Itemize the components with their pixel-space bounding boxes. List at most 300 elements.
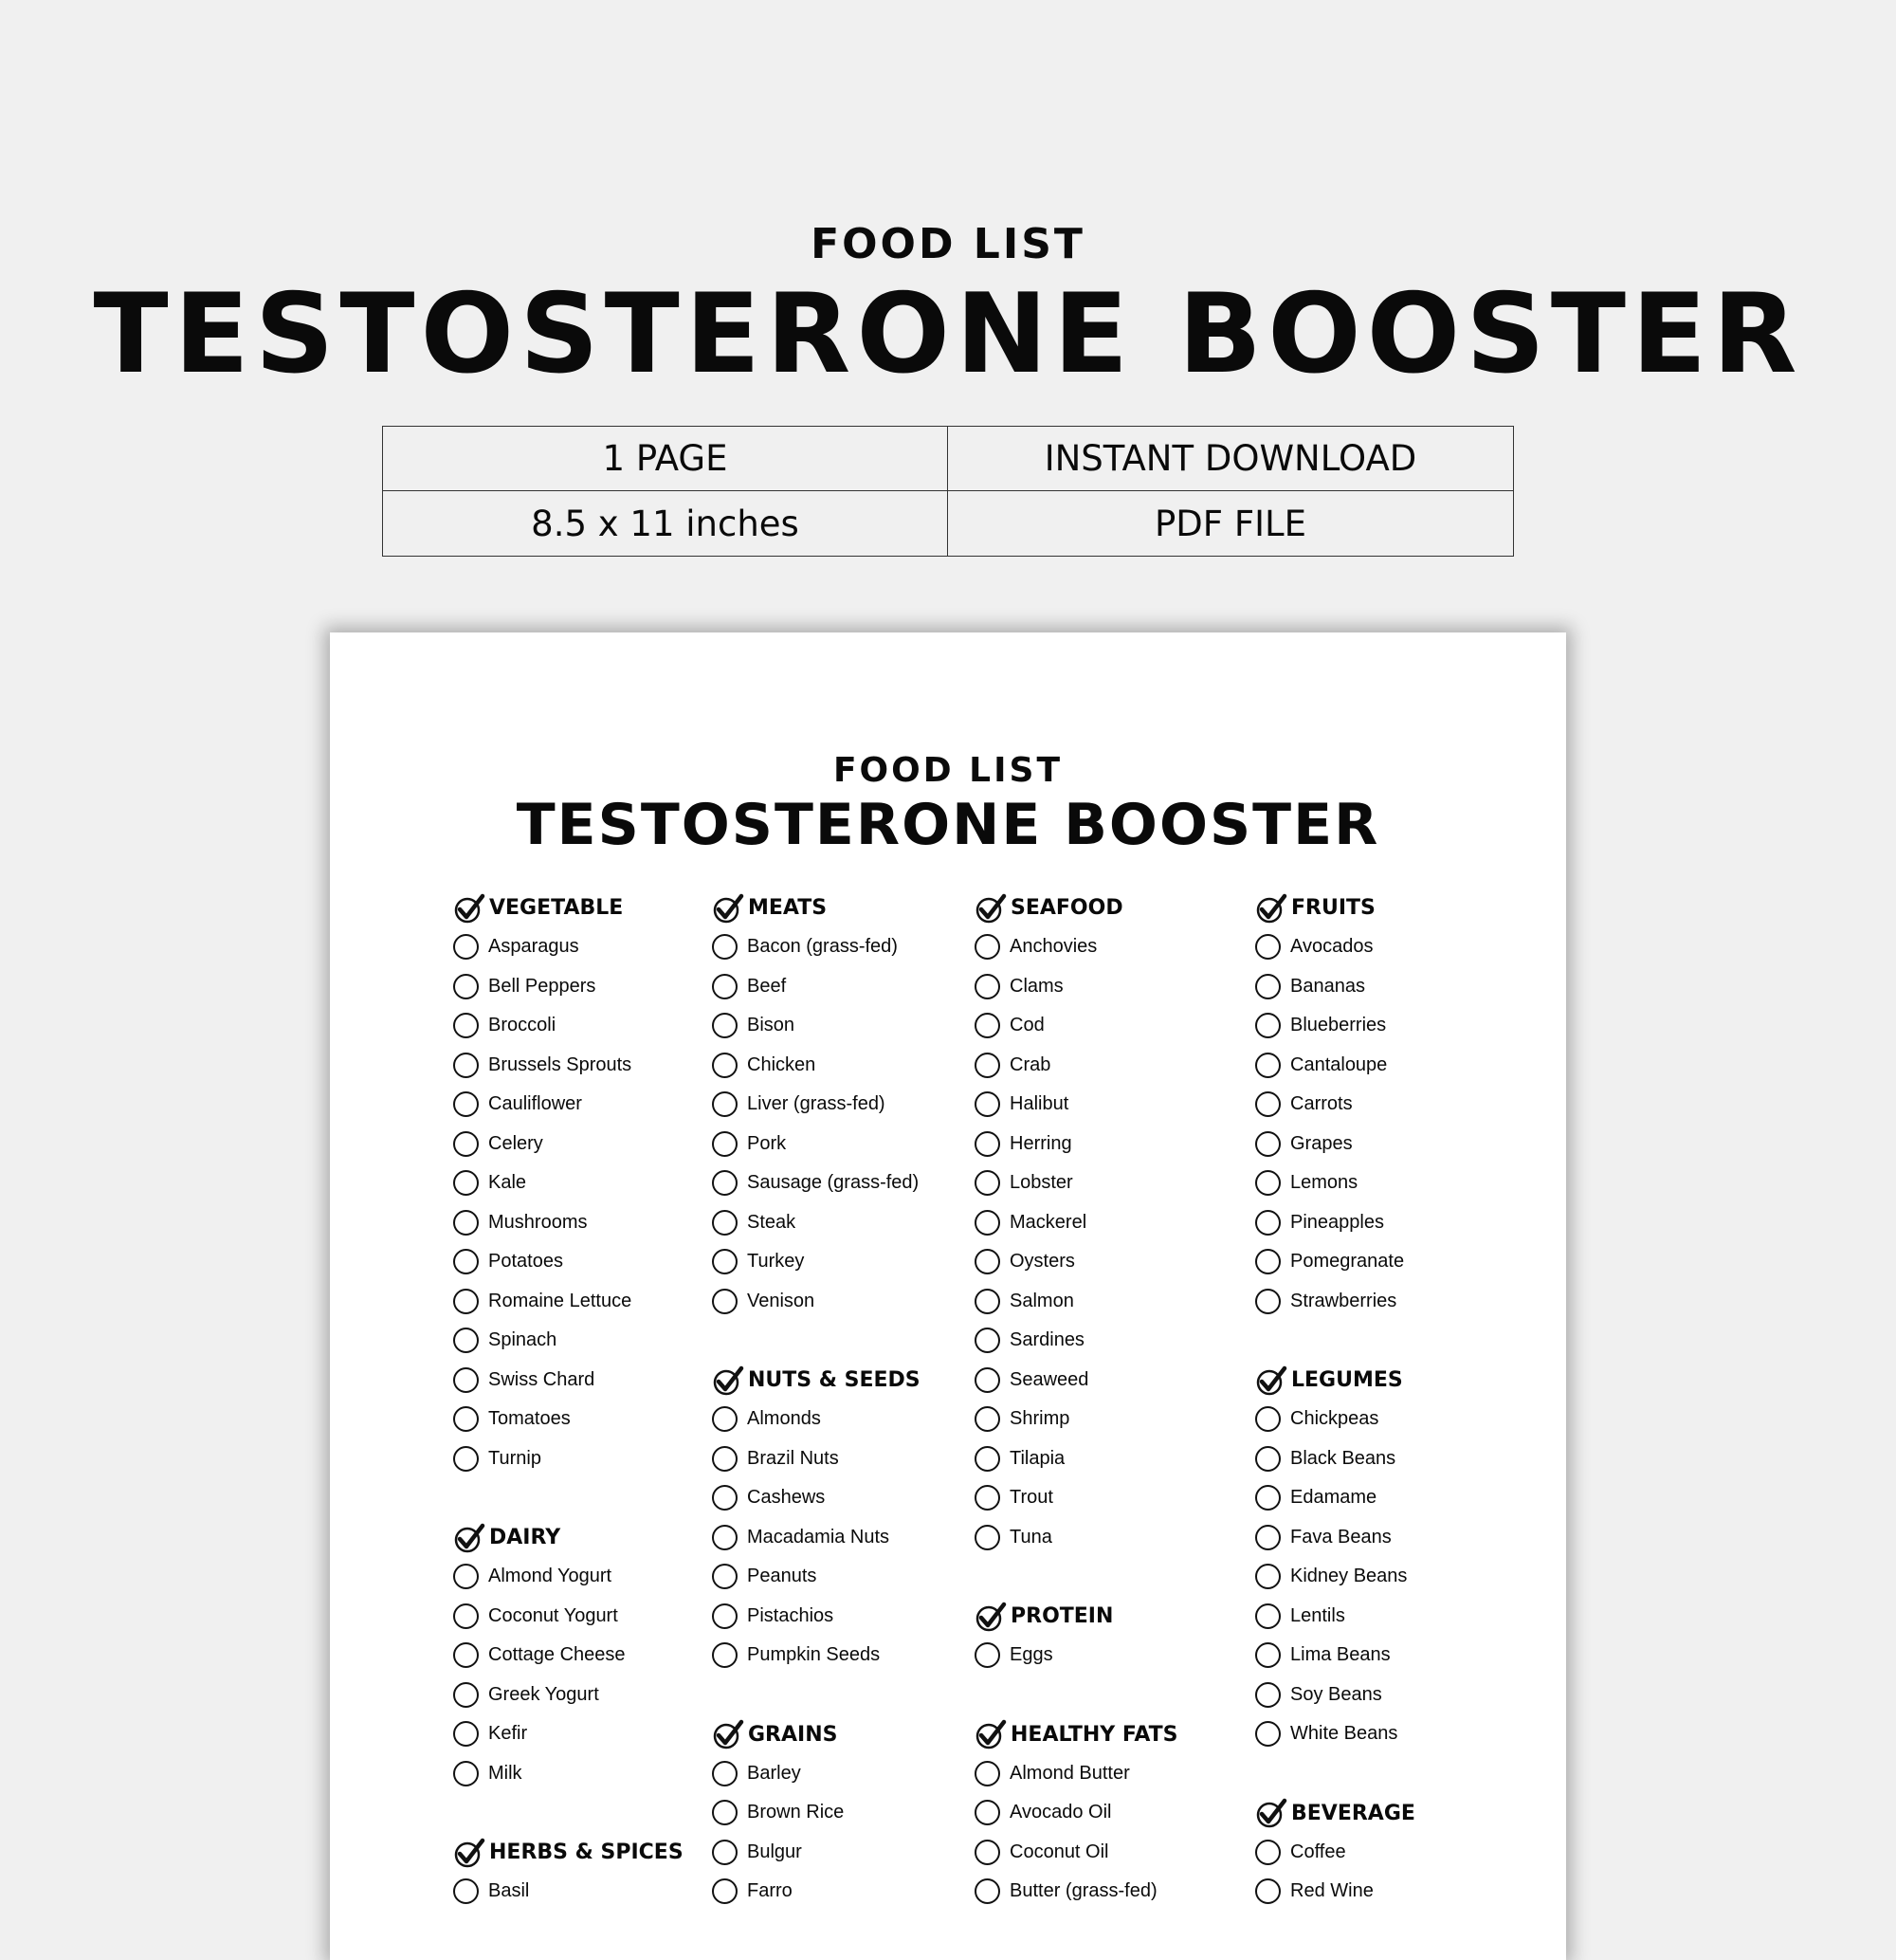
checklist-item-label: Bananas bbox=[1290, 975, 1365, 997]
empty-checkbox-icon bbox=[1255, 1210, 1281, 1236]
checklist-item bbox=[1255, 1439, 1511, 1479]
empty-checkbox-icon bbox=[712, 1564, 738, 1589]
empty-checkbox-icon bbox=[453, 1091, 479, 1117]
checklist-item bbox=[712, 927, 968, 967]
empty-checkbox-icon bbox=[453, 1761, 479, 1786]
checklist-item-label: Cashews bbox=[747, 1487, 826, 1509]
checklist-item-label: Avocado Oil bbox=[1010, 1802, 1112, 1823]
category-heading-label: VEGETABLE bbox=[489, 896, 624, 920]
checklist-item bbox=[1255, 1833, 1511, 1873]
info-cell-download: INSTANT DOWNLOAD bbox=[948, 427, 1513, 491]
checklist-item-label: Oysters bbox=[1010, 1251, 1075, 1273]
checklist-item-label: Crab bbox=[1010, 1053, 1051, 1075]
empty-checkbox-icon bbox=[712, 1013, 738, 1038]
checklist-item-label: Avocados bbox=[1290, 936, 1374, 958]
checkmark-circle-icon bbox=[975, 892, 1007, 925]
category-heading bbox=[1255, 1361, 1511, 1400]
category-heading bbox=[453, 1518, 709, 1557]
checklist-item-label: Tuna bbox=[1010, 1526, 1052, 1548]
checklist-item bbox=[1255, 1046, 1511, 1086]
checkmark-circle-icon bbox=[712, 1718, 744, 1750]
empty-checkbox-icon bbox=[453, 934, 479, 960]
checklist-item-label: Brazil Nuts bbox=[747, 1447, 839, 1469]
preview-eyebrow: FOOD LIST bbox=[832, 751, 1064, 790]
checklist-item bbox=[453, 1872, 709, 1912]
checklist-item bbox=[1255, 1085, 1511, 1125]
empty-checkbox-icon bbox=[975, 1053, 1000, 1078]
checklist-item-label: Fava Beans bbox=[1290, 1526, 1392, 1548]
checklist-item bbox=[975, 1125, 1231, 1164]
checklist-item-label: Strawberries bbox=[1290, 1290, 1397, 1311]
checklist-item bbox=[453, 1676, 709, 1715]
empty-checkbox-icon bbox=[1255, 1446, 1281, 1472]
checklist-item-label: Butter (grass-fed) bbox=[1010, 1880, 1158, 1902]
checkmark-circle-icon bbox=[453, 1522, 485, 1554]
empty-checkbox-icon bbox=[975, 1289, 1000, 1314]
food-category bbox=[712, 1715, 968, 1912]
checklist-item-label: Turnip bbox=[488, 1447, 541, 1469]
checklist-item bbox=[712, 1085, 968, 1125]
food-column-1 bbox=[453, 888, 709, 1951]
empty-checkbox-icon bbox=[1255, 1289, 1281, 1314]
checklist-item bbox=[712, 1242, 968, 1282]
checklist-item-label: Carrots bbox=[1290, 1093, 1353, 1115]
empty-checkbox-icon bbox=[1255, 1564, 1281, 1589]
checklist-item bbox=[453, 1321, 709, 1361]
checklist-item-label: Almonds bbox=[747, 1408, 821, 1430]
empty-checkbox-icon bbox=[712, 1406, 738, 1432]
checklist-item bbox=[975, 1046, 1231, 1086]
checklist-item bbox=[975, 1400, 1231, 1439]
empty-checkbox-icon bbox=[1255, 1170, 1281, 1196]
checklist-item bbox=[975, 1203, 1231, 1243]
empty-checkbox-icon bbox=[975, 1249, 1000, 1274]
empty-checkbox-icon bbox=[1255, 1131, 1281, 1157]
category-heading bbox=[453, 888, 709, 927]
empty-checkbox-icon bbox=[975, 1878, 1000, 1904]
checklist-item-label: Turkey bbox=[747, 1251, 805, 1273]
empty-checkbox-icon bbox=[712, 1249, 738, 1274]
checklist-item bbox=[1255, 1163, 1511, 1203]
category-heading-label: PROTEIN bbox=[1011, 1604, 1114, 1628]
checklist-item-label: Steak bbox=[747, 1211, 796, 1233]
food-category bbox=[975, 1715, 1231, 1912]
empty-checkbox-icon bbox=[975, 974, 1000, 999]
checklist-item bbox=[1255, 1400, 1511, 1439]
checklist-item-label: Black Beans bbox=[1290, 1447, 1396, 1469]
checklist-item-label: Lentils bbox=[1290, 1604, 1345, 1626]
empty-checkbox-icon bbox=[712, 1840, 738, 1865]
checkmark-circle-icon bbox=[453, 892, 485, 925]
checklist-item bbox=[712, 1046, 968, 1086]
category-heading bbox=[453, 1833, 709, 1872]
checklist-item bbox=[453, 1597, 709, 1637]
checklist-item bbox=[975, 1478, 1231, 1518]
empty-checkbox-icon bbox=[975, 1328, 1000, 1353]
checklist-item-label: Grapes bbox=[1290, 1132, 1353, 1154]
checklist-item bbox=[975, 1872, 1231, 1912]
checkmark-circle-icon bbox=[712, 1365, 744, 1397]
checklist-item bbox=[453, 1282, 709, 1322]
empty-checkbox-icon bbox=[712, 1761, 738, 1786]
checklist-item bbox=[453, 1439, 709, 1479]
preview-title: TESTOSTERONE BOOSTER bbox=[516, 792, 1380, 858]
checklist-item bbox=[453, 1163, 709, 1203]
category-heading bbox=[975, 1715, 1231, 1754]
empty-checkbox-icon bbox=[453, 1053, 479, 1078]
checklist-item-label: Tomatoes bbox=[488, 1408, 571, 1430]
checklist-item-label: Macadamia Nuts bbox=[747, 1526, 890, 1548]
empty-checkbox-icon bbox=[1255, 1249, 1281, 1274]
checklist-item bbox=[453, 1203, 709, 1243]
checklist-item-label: Cottage Cheese bbox=[488, 1644, 626, 1666]
food-category bbox=[712, 888, 968, 1321]
document-preview bbox=[330, 632, 1566, 1960]
checklist-item bbox=[975, 1282, 1231, 1322]
checklist-item-label: Pumpkin Seeds bbox=[747, 1644, 881, 1666]
checklist-item bbox=[1255, 1006, 1511, 1046]
checklist-item-label: Coffee bbox=[1290, 1841, 1346, 1862]
checklist-item bbox=[712, 1636, 968, 1676]
checklist-item-label: Chicken bbox=[747, 1053, 816, 1075]
checklist-item-label: Herring bbox=[1010, 1132, 1072, 1154]
empty-checkbox-icon bbox=[1255, 934, 1281, 960]
empty-checkbox-icon bbox=[1255, 1091, 1281, 1117]
category-heading-label: LEGUMES bbox=[1291, 1368, 1403, 1392]
category-heading-label: MEATS bbox=[748, 896, 828, 920]
checklist-item-label: White Beans bbox=[1290, 1723, 1398, 1745]
checklist-item bbox=[975, 1636, 1231, 1676]
checklist-item bbox=[453, 1754, 709, 1794]
checklist-item bbox=[712, 1518, 968, 1558]
empty-checkbox-icon bbox=[712, 1878, 738, 1904]
info-cell-format: PDF FILE bbox=[1154, 503, 1307, 544]
empty-checkbox-icon bbox=[453, 1210, 479, 1236]
empty-checkbox-icon bbox=[975, 934, 1000, 960]
empty-checkbox-icon bbox=[712, 1525, 738, 1550]
checklist-item-label: Pineapples bbox=[1290, 1211, 1384, 1233]
empty-checkbox-icon bbox=[1255, 1642, 1281, 1668]
empty-checkbox-icon bbox=[453, 1013, 479, 1038]
empty-checkbox-icon bbox=[453, 1682, 479, 1708]
checklist-item-label: Spinach bbox=[488, 1329, 557, 1351]
checklist-item bbox=[712, 1872, 968, 1912]
checklist-item bbox=[1255, 1242, 1511, 1282]
empty-checkbox-icon bbox=[712, 1289, 738, 1314]
checkmark-circle-icon bbox=[1255, 892, 1287, 925]
food-category bbox=[975, 1597, 1231, 1676]
empty-checkbox-icon bbox=[453, 1721, 479, 1747]
empty-checkbox-icon bbox=[975, 1013, 1000, 1038]
checklist-item-label: Lobster bbox=[1010, 1172, 1073, 1194]
checklist-item bbox=[453, 967, 709, 1007]
checkmark-circle-icon bbox=[1255, 1365, 1287, 1397]
checklist-item-label: Soy Beans bbox=[1290, 1683, 1382, 1705]
checklist-item-label: Brown Rice bbox=[747, 1802, 845, 1823]
checklist-item bbox=[975, 1833, 1231, 1873]
checklist-item bbox=[712, 1557, 968, 1597]
checklist-item-label: Shrimp bbox=[1010, 1408, 1070, 1430]
category-heading-label: GRAINS bbox=[748, 1722, 838, 1747]
header-title: TESTOSTERONE BOOSTER bbox=[93, 270, 1803, 398]
checklist-item-label: Cod bbox=[1010, 1015, 1045, 1036]
checklist-item-label: Pork bbox=[747, 1132, 787, 1154]
category-heading-label: HEALTHY FATS bbox=[1011, 1722, 1178, 1747]
checklist-item-label: Liver (grass-fed) bbox=[747, 1093, 885, 1115]
category-heading-label: NUTS & SEEDS bbox=[748, 1368, 921, 1392]
checkmark-circle-icon bbox=[712, 892, 744, 925]
empty-checkbox-icon bbox=[712, 934, 738, 960]
checklist-item-label: Lima Beans bbox=[1290, 1644, 1391, 1666]
checklist-item bbox=[975, 967, 1231, 1007]
empty-checkbox-icon bbox=[453, 1170, 479, 1196]
checklist-item bbox=[712, 1400, 968, 1439]
checklist-item-label: Tilapia bbox=[1010, 1447, 1066, 1469]
checklist-item-label: Venison bbox=[747, 1290, 815, 1311]
checklist-item-label: Swiss Chard bbox=[488, 1368, 595, 1390]
checklist-item bbox=[975, 1242, 1231, 1282]
category-heading bbox=[1255, 888, 1511, 927]
checklist-item-label: Seaweed bbox=[1010, 1368, 1089, 1390]
checklist-item-label: Halibut bbox=[1010, 1093, 1069, 1115]
checklist-item bbox=[712, 1478, 968, 1518]
checklist-item bbox=[1255, 1676, 1511, 1715]
empty-checkbox-icon bbox=[1255, 1406, 1281, 1432]
food-category bbox=[1255, 1361, 1511, 1754]
checklist-item bbox=[712, 967, 968, 1007]
checklist-item bbox=[975, 1754, 1231, 1794]
empty-checkbox-icon bbox=[1255, 1682, 1281, 1708]
food-category bbox=[453, 888, 709, 1478]
checklist-item-label: Beef bbox=[747, 975, 787, 997]
category-heading bbox=[1255, 1794, 1511, 1833]
checklist-item-label: Bulgur bbox=[747, 1841, 802, 1862]
checklist-item-label: Blueberries bbox=[1290, 1015, 1387, 1036]
empty-checkbox-icon bbox=[1255, 1840, 1281, 1865]
checklist-item bbox=[453, 927, 709, 967]
empty-checkbox-icon bbox=[453, 1289, 479, 1314]
food-column-2 bbox=[712, 888, 968, 1951]
checklist-item-label: Brussels Sprouts bbox=[488, 1053, 632, 1075]
checklist-item-label: Sardines bbox=[1010, 1329, 1085, 1351]
info-cell-size: 8.5 x 11 inches bbox=[383, 491, 948, 556]
empty-checkbox-icon bbox=[712, 1642, 738, 1668]
checklist-item bbox=[1255, 1557, 1511, 1597]
checkmark-circle-icon bbox=[453, 1837, 485, 1869]
empty-checkbox-icon bbox=[712, 1131, 738, 1157]
empty-checkbox-icon bbox=[975, 1761, 1000, 1786]
checklist-item-label: Bell Peppers bbox=[488, 975, 596, 997]
checklist-item bbox=[712, 1793, 968, 1833]
checklist-item-label: Chickpeas bbox=[1290, 1408, 1379, 1430]
empty-checkbox-icon bbox=[712, 974, 738, 999]
checklist-item-label: Eggs bbox=[1010, 1644, 1053, 1666]
category-heading-label: BEVERAGE bbox=[1291, 1801, 1415, 1825]
checklist-item-label: Asparagus bbox=[488, 936, 579, 958]
empty-checkbox-icon bbox=[712, 1603, 738, 1629]
empty-checkbox-icon bbox=[975, 1170, 1000, 1196]
checklist-item-label: Almond Butter bbox=[1010, 1762, 1130, 1784]
empty-checkbox-icon bbox=[712, 1446, 738, 1472]
checklist-item bbox=[1255, 927, 1511, 967]
empty-checkbox-icon bbox=[975, 1840, 1000, 1865]
empty-checkbox-icon bbox=[712, 1485, 738, 1511]
empty-checkbox-icon bbox=[975, 1091, 1000, 1117]
checklist-item-label: Coconut Oil bbox=[1010, 1841, 1109, 1862]
checklist-item-label: Bacon (grass-fed) bbox=[747, 936, 898, 958]
checklist-item bbox=[975, 1321, 1231, 1361]
checklist-item bbox=[712, 1597, 968, 1637]
checklist-item bbox=[1255, 1478, 1511, 1518]
checklist-item bbox=[712, 1833, 968, 1873]
checklist-item bbox=[975, 1793, 1231, 1833]
checklist-item-label: Potatoes bbox=[488, 1251, 563, 1273]
checklist-item-label: Farro bbox=[747, 1880, 793, 1902]
checkmark-circle-icon bbox=[975, 1718, 1007, 1750]
checklist-item-label: Pistachios bbox=[747, 1604, 834, 1626]
checklist-item bbox=[453, 1557, 709, 1597]
empty-checkbox-icon bbox=[1255, 1525, 1281, 1550]
empty-checkbox-icon bbox=[453, 1642, 479, 1668]
checklist-item-label: Peanuts bbox=[747, 1566, 817, 1587]
checklist-item bbox=[712, 1439, 968, 1479]
category-heading bbox=[712, 1361, 968, 1400]
checklist-item-label: Cauliflower bbox=[488, 1093, 582, 1115]
category-heading-label: SEAFOOD bbox=[1011, 896, 1123, 920]
empty-checkbox-icon bbox=[453, 1131, 479, 1157]
empty-checkbox-icon bbox=[1255, 1485, 1281, 1511]
empty-checkbox-icon bbox=[1255, 1053, 1281, 1078]
category-heading-label: DAIRY bbox=[489, 1526, 561, 1549]
checklist-item-label: Celery bbox=[488, 1132, 543, 1154]
empty-checkbox-icon bbox=[453, 1406, 479, 1432]
checklist-item bbox=[712, 1125, 968, 1164]
checklist-item bbox=[453, 1714, 709, 1754]
checklist-item-label: Bison bbox=[747, 1015, 795, 1036]
checklist-item bbox=[975, 1518, 1231, 1558]
checklist-item bbox=[975, 927, 1231, 967]
checklist-item-label: Cantaloupe bbox=[1290, 1053, 1388, 1075]
checkmark-circle-icon bbox=[975, 1601, 1007, 1633]
checklist-item bbox=[1255, 1203, 1511, 1243]
empty-checkbox-icon bbox=[453, 1367, 479, 1393]
empty-checkbox-icon bbox=[712, 1053, 738, 1078]
empty-checkbox-icon bbox=[975, 1485, 1000, 1511]
category-heading bbox=[975, 888, 1231, 927]
checklist-item-label: Basil bbox=[488, 1880, 530, 1902]
checklist-item-label: Anchovies bbox=[1010, 936, 1098, 958]
empty-checkbox-icon bbox=[712, 1170, 738, 1196]
checklist-item-label: Trout bbox=[1010, 1487, 1053, 1509]
checklist-item bbox=[975, 1006, 1231, 1046]
checklist-item-label: Almond Yogurt bbox=[488, 1566, 612, 1587]
category-heading bbox=[975, 1597, 1231, 1636]
checklist-item bbox=[1255, 1597, 1511, 1637]
food-category bbox=[453, 1518, 709, 1793]
empty-checkbox-icon bbox=[975, 1210, 1000, 1236]
checklist-item bbox=[453, 1636, 709, 1676]
food-category bbox=[712, 1361, 968, 1676]
checklist-item bbox=[453, 1361, 709, 1401]
empty-checkbox-icon bbox=[453, 1328, 479, 1353]
empty-checkbox-icon bbox=[975, 1800, 1000, 1825]
empty-checkbox-icon bbox=[1255, 1721, 1281, 1747]
checklist-item bbox=[453, 1242, 709, 1282]
checklist-item bbox=[712, 1163, 968, 1203]
checklist-item-label: Lemons bbox=[1290, 1172, 1358, 1194]
checklist-item bbox=[712, 1006, 968, 1046]
empty-checkbox-icon bbox=[712, 1800, 738, 1825]
food-column-3 bbox=[975, 888, 1231, 1951]
empty-checkbox-icon bbox=[975, 1367, 1000, 1393]
empty-checkbox-icon bbox=[712, 1210, 738, 1236]
food-column-4 bbox=[1255, 888, 1511, 1951]
empty-checkbox-icon bbox=[453, 1446, 479, 1472]
checklist-item bbox=[712, 1282, 968, 1322]
empty-checkbox-icon bbox=[975, 1642, 1000, 1668]
checklist-item-label: Kidney Beans bbox=[1290, 1566, 1408, 1587]
empty-checkbox-icon bbox=[453, 1249, 479, 1274]
food-category bbox=[1255, 888, 1511, 1321]
checklist-item-label: Mackerel bbox=[1010, 1211, 1087, 1233]
checklist-item-label: Barley bbox=[747, 1762, 801, 1784]
category-heading bbox=[712, 888, 968, 927]
info-cell-pages: 1 PAGE bbox=[383, 427, 948, 491]
empty-checkbox-icon bbox=[453, 1603, 479, 1629]
empty-checkbox-icon bbox=[453, 974, 479, 999]
empty-checkbox-icon bbox=[453, 1878, 479, 1904]
checklist-item bbox=[975, 1439, 1231, 1479]
empty-checkbox-icon bbox=[975, 1525, 1000, 1550]
checklist-item bbox=[1255, 1282, 1511, 1322]
checklist-item bbox=[453, 1400, 709, 1439]
empty-checkbox-icon bbox=[712, 1091, 738, 1117]
checklist-item bbox=[1255, 1872, 1511, 1912]
checklist-item-label: Kefir bbox=[488, 1723, 528, 1745]
checklist-item bbox=[712, 1754, 968, 1794]
checklist-item-label: Edamame bbox=[1290, 1487, 1377, 1509]
checklist-item bbox=[712, 1203, 968, 1243]
food-category bbox=[975, 888, 1231, 1557]
checklist-item bbox=[975, 1163, 1231, 1203]
checklist-item-label: Clams bbox=[1010, 975, 1064, 997]
checklist-item bbox=[453, 1046, 709, 1086]
category-heading-label: HERBS & SPICES bbox=[489, 1841, 684, 1864]
empty-checkbox-icon bbox=[1255, 1878, 1281, 1904]
checklist-item bbox=[975, 1361, 1231, 1401]
checklist-item bbox=[1255, 1636, 1511, 1676]
checklist-item-label: Mushrooms bbox=[488, 1211, 588, 1233]
checklist-item bbox=[1255, 1518, 1511, 1558]
header-eyebrow: FOOD LIST bbox=[811, 220, 1085, 268]
checklist-item bbox=[975, 1085, 1231, 1125]
checklist-item-label: Broccoli bbox=[488, 1015, 556, 1036]
empty-checkbox-icon bbox=[1255, 974, 1281, 999]
category-heading-label: FRUITS bbox=[1291, 896, 1376, 920]
checklist-item bbox=[1255, 967, 1511, 1007]
empty-checkbox-icon bbox=[975, 1406, 1000, 1432]
checklist-item bbox=[1255, 1714, 1511, 1754]
food-category bbox=[1255, 1794, 1511, 1912]
checklist-item-label: Salmon bbox=[1010, 1290, 1074, 1311]
checklist-item-label: Coconut Yogurt bbox=[488, 1604, 618, 1626]
category-heading bbox=[712, 1715, 968, 1754]
checklist-item bbox=[453, 1125, 709, 1164]
checklist-item bbox=[453, 1085, 709, 1125]
food-category bbox=[453, 1833, 709, 1912]
checklist-item-label: Romaine Lettuce bbox=[488, 1290, 632, 1311]
checklist-item-label: Kale bbox=[488, 1172, 527, 1194]
